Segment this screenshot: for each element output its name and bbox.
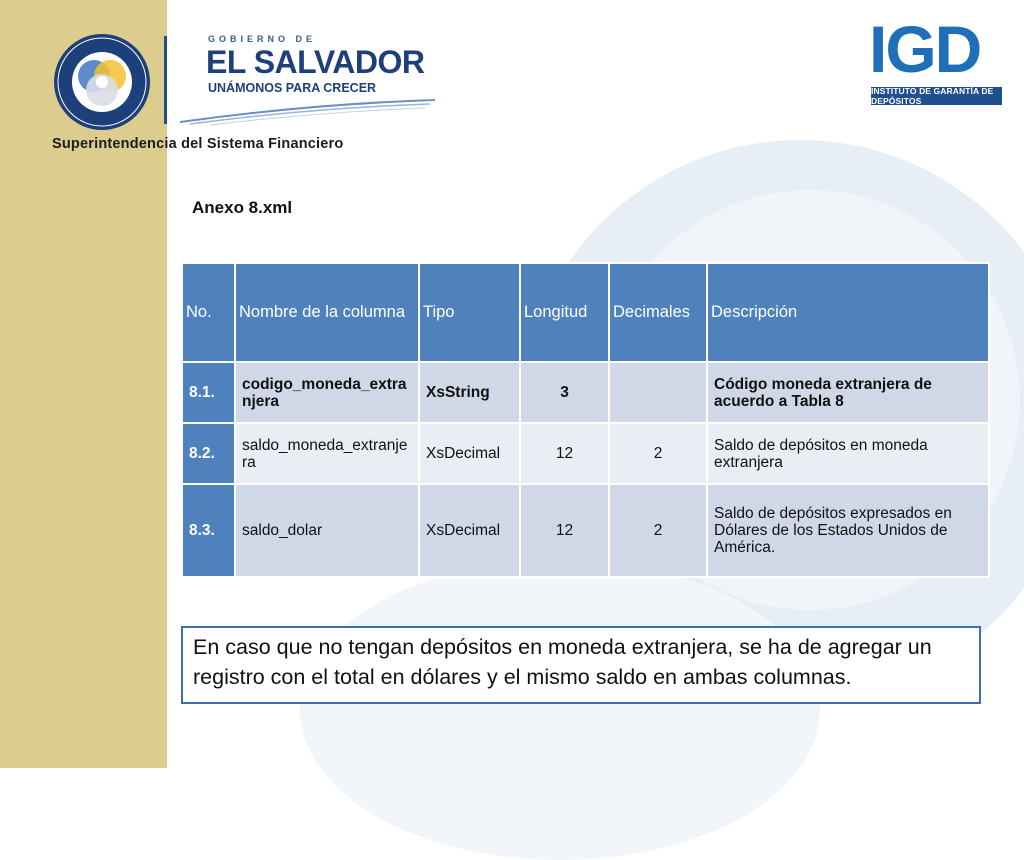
header-tipo: Tipo bbox=[419, 263, 520, 362]
gobierno-slogan: UNÁMONOS PARA CRECER bbox=[208, 81, 377, 95]
table-row bbox=[182, 423, 989, 484]
column-spec-table bbox=[181, 262, 990, 578]
table-row bbox=[182, 484, 989, 577]
cell-no: 8.3. bbox=[182, 484, 235, 577]
cell-decimales: 2 bbox=[609, 484, 707, 577]
cell-decimales: 2 bbox=[609, 423, 707, 484]
cell-longitud: 12 bbox=[520, 423, 609, 484]
gobierno-title: EL SALVADOR bbox=[206, 44, 425, 80]
cell-decimales bbox=[609, 362, 707, 423]
cell-tipo: XsDecimal bbox=[419, 423, 520, 484]
header-longitud: Longitud bbox=[520, 263, 609, 362]
header-nombre: Nombre de la columna bbox=[235, 263, 419, 362]
note-box: En caso que no tengan depósitos en moneda extranjera, se ha de agregar un registro con el total en dólares y el mismo saldo en ambas columnas. bbox=[181, 626, 981, 704]
header-no: No. bbox=[182, 263, 235, 362]
cell-longitud: 3 bbox=[520, 362, 609, 423]
cell-nombre: saldo_moneda_extranjera bbox=[235, 423, 419, 484]
ssf-name: Superintendencia del Sistema Financiero bbox=[52, 136, 344, 152]
background-circle bbox=[300, 560, 820, 860]
swoosh-icon bbox=[180, 96, 440, 126]
ssf-seal-logo bbox=[52, 32, 152, 132]
cell-nombre: saldo_dolar bbox=[235, 484, 419, 577]
igd-logo: IGD bbox=[869, 12, 981, 86]
gobierno-label: GOBIERNO DE bbox=[208, 34, 317, 44]
annex-title: Anexo 8.xml bbox=[192, 198, 293, 217]
cell-no: 8.1. bbox=[182, 362, 235, 423]
table-header-row bbox=[182, 263, 989, 362]
cell-tipo: XsString bbox=[419, 362, 520, 423]
header-descripcion: Descripción bbox=[707, 263, 989, 362]
header-decimales: Decimales bbox=[609, 263, 707, 362]
cell-descripcion: Código moneda extranjera de acuerdo a Tabla 8 bbox=[707, 362, 989, 423]
logo-divider bbox=[164, 36, 167, 124]
cell-descripcion: Saldo de depósitos expresados en Dólares de los Estados Unidos de América. bbox=[707, 484, 989, 577]
cell-no: 8.2. bbox=[182, 423, 235, 484]
cell-tipo: XsDecimal bbox=[419, 484, 520, 577]
cell-longitud: 12 bbox=[520, 484, 609, 577]
cell-descripcion: Saldo de depósitos en moneda extranjera bbox=[707, 423, 989, 484]
cell-nombre: codigo_moneda_extranjera bbox=[235, 362, 419, 423]
table-row bbox=[182, 362, 989, 423]
igd-subtitle: INSTITUTO DE GARANTÍA DE DEPÓSITOS bbox=[871, 87, 1002, 105]
